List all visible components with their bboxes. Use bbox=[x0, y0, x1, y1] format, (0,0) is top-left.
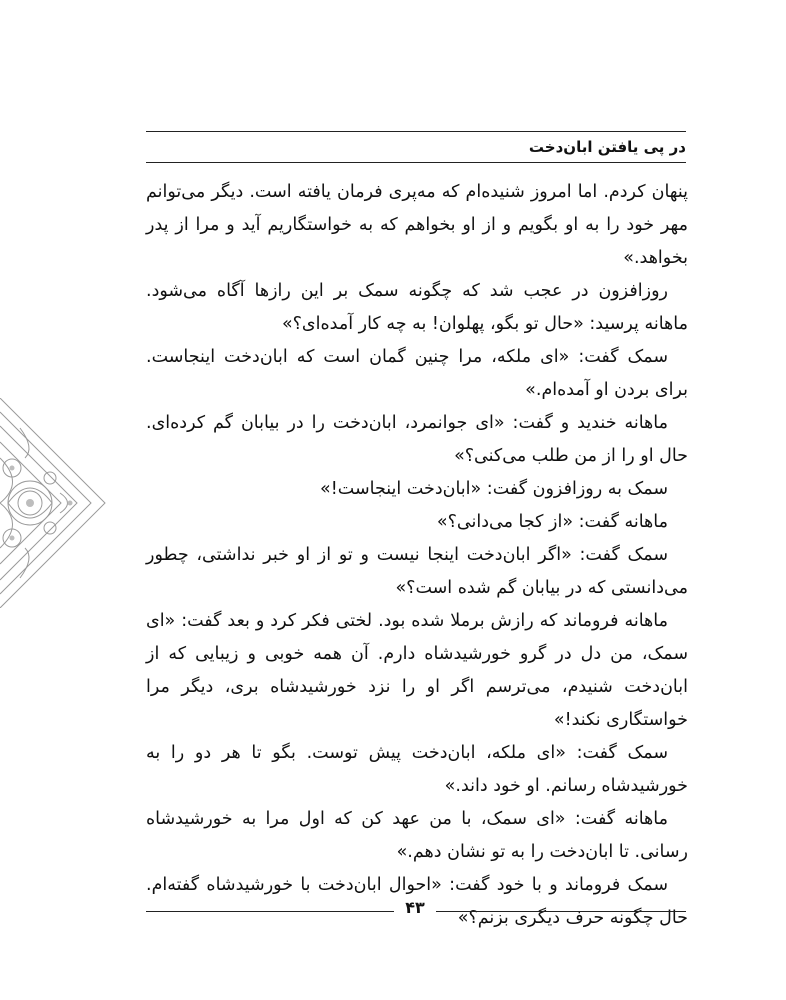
paragraph: سمک گفت: «ای ملکه، مرا چنین گمان است که ابان‌دخت اینجاست. برای بردن او آمده‌ام.» bbox=[146, 347, 688, 400]
paragraph: سمک به روزافزون گفت: «ابان‌دخت اینجاست!» bbox=[320, 479, 668, 499]
paragraph: ماهانه گفت: «از کجا می‌دانی؟» bbox=[436, 512, 668, 532]
paragraph: ماهانه گفت: «ای سمک، با من عهد کن که اول مرا به خورشیدشاه رسانی. تا ابان‌دخت را به تو نشان دهم.» bbox=[146, 809, 688, 862]
header-top-rule bbox=[146, 131, 686, 132]
page-number: ۴۳ bbox=[405, 898, 425, 917]
footer-right-rule bbox=[436, 911, 686, 912]
paragraph: سمک فروماند و با خود گفت: «احوال ابان‌دخت با خورشیدشاه گفته‌ام. حال چگونه حرف دیگری بزنم؟» bbox=[146, 875, 688, 928]
paragraph: روزافزون در عجب شد که چگونه سمک بر این رازها آگاه می‌شود. ماهانه پرسید: «حال تو بگو، پهلوان! به چه کار آمده‌ای؟» bbox=[146, 281, 688, 334]
body-text bbox=[146, 176, 688, 935]
footer-left-rule bbox=[146, 911, 394, 912]
paragraph: ماهانه خندید و گفت: «ای جوانمرد، ابان‌دخت را در بیابان گم کرده‌ای. حال او را از من طلب می‌کنی؟» bbox=[146, 413, 688, 466]
decorative-ornament-icon bbox=[0, 398, 110, 608]
paragraph: پنهان کردم. اما امروز شنیده‌ام که مه‌پری فرمان یافته است. دیگر می‌توانم مهر خود را به او بگویم و از او بخواهم که به خواستگاریم آید و مرا از پدر بخواهد.» bbox=[146, 182, 688, 268]
running-head: در پی یافتن ابان‌دخت bbox=[528, 138, 686, 156]
paragraph: سمک گفت: «اگر ابان‌دخت اینجا نیست و تو از او خبر نداشتی، چطور می‌دانستی که در بیابان گم شده است؟» bbox=[146, 545, 688, 598]
paragraph: سمک گفت: «ای ملکه، ابان‌دخت پیش توست. بگو تا هر دو را به خورشیدشاه رسانم. او خود داند.» bbox=[146, 743, 688, 796]
paragraph: ماهانه فروماند که رازش برملا شده بود. لختی فکر کرد و بعد گفت: «ای سمک، من دل در گرو خورشیدشاه دارم. آن همه خوبی و زیبایی که از ابان‌دخت شنیدم، می‌ترسم اگر او را نزد خورشیدشاه بری، دیگر مرا خواستگاری نکند!» bbox=[146, 611, 688, 730]
header-bottom-rule bbox=[146, 162, 686, 163]
